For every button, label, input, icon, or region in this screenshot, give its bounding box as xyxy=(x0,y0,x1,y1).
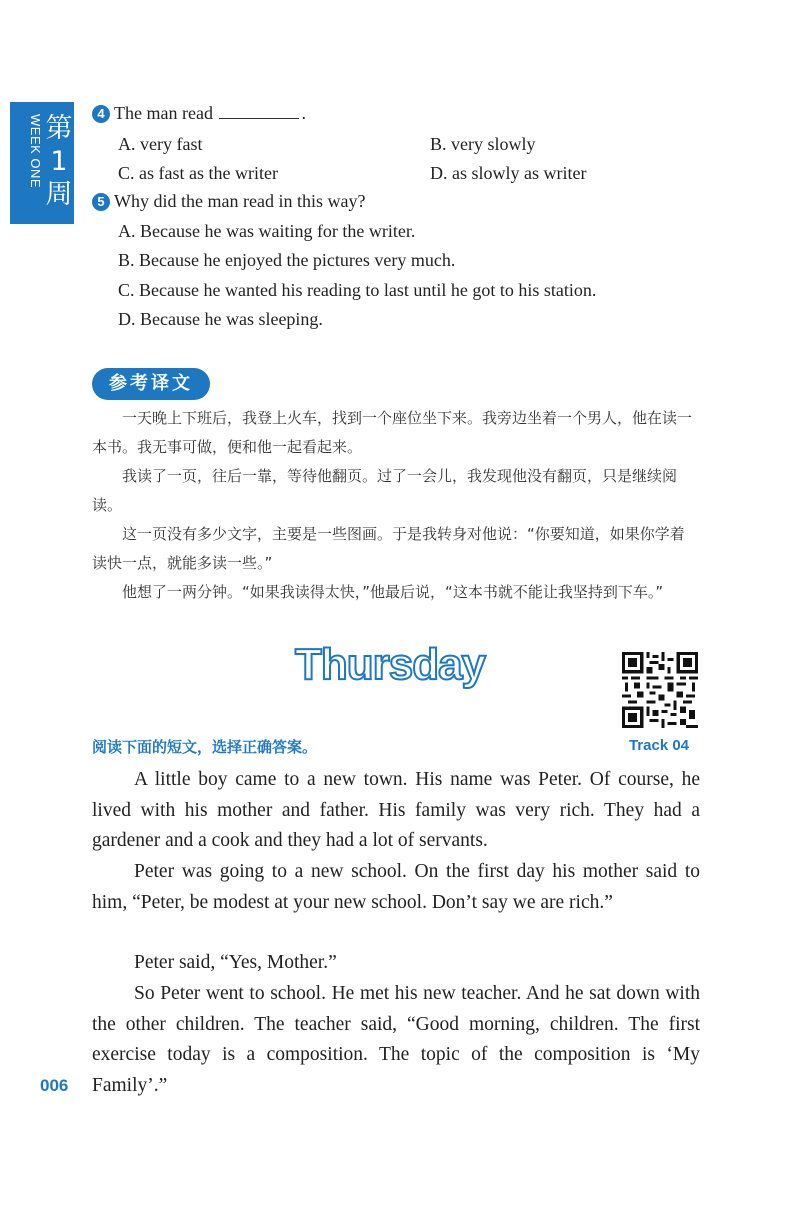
week-tab-english: WEEK ONE xyxy=(28,114,43,189)
instruction-text: 阅读下面的短文，选择正确答案。 xyxy=(92,738,318,756)
week-tab-chinese: 第1周 xyxy=(45,113,73,210)
question-5 xyxy=(92,190,365,212)
translation-paragraph: 他想了一两分钟。“如果我读得太快，”他最后说，“这本书就不能让我坚持到下车。” xyxy=(122,583,664,601)
question-4 xyxy=(92,102,306,124)
week-tab xyxy=(10,102,74,224)
translation-paragraph: 我读了一页，往后一靠，等待他翻页。过了一会儿，我发现他没有翻页，只是继续阅读。 xyxy=(92,467,678,514)
translation-paragraph: 这一页没有多少文字，主要是一些图画。于是我转身对他说：“你要知道，如果你学着读快一点，就能多读一些。” xyxy=(92,525,685,572)
option-4d: D. as slowly as writer xyxy=(430,163,587,183)
option-4b: B. very slowly xyxy=(430,134,536,154)
page-number: 006 xyxy=(40,1076,69,1095)
translation-paragraph: 一天晚上下班后，我登上火车，找到一个座位坐下来。我旁边坐着一个男人，他在读一本书。我无事可做，便和他一起看起来。 xyxy=(92,409,693,456)
track-label: Track 04 xyxy=(628,737,690,754)
question-text-before: The man read xyxy=(114,103,213,123)
option-4a: A. very fast xyxy=(118,134,203,154)
passage-paragraph: So Peter went to school. He met his new teacher. And he sat down with the other children. The teacher said, “Good morning, children. The first exercise today is a composition. The topic of the composition is ‘My Family’.” xyxy=(92,983,700,1096)
passage-paragraph: A little boy came to a new town. His name was Peter. Of course, he lived with his mother and father. His family was very rich. They had a gardener and a cook and they had a lot of servants. xyxy=(92,769,700,851)
question-text: Why did the man read in this way? xyxy=(114,191,366,211)
question-number-badge: 5 xyxy=(92,193,110,211)
option-5a: A. Because he was waiting for the writer. xyxy=(118,221,416,241)
option-5d: D. Because he was sleeping. xyxy=(118,309,323,329)
qr-code-icon[interactable] xyxy=(622,652,698,728)
day-title: Thursday xyxy=(294,640,486,689)
passage-paragraph: Peter said, “Yes, Mother.” xyxy=(134,952,337,973)
question-text-after: . xyxy=(301,103,306,123)
passage-paragraph: Peter was going to a new school. On the first day his mother said to him, “Peter, be modest at your new school. Don’t say we are rich.” xyxy=(92,861,700,913)
option-5c: C. Because he wanted his reading to last until he got to his station. xyxy=(118,280,597,300)
badge-label: 参考译文 xyxy=(109,373,193,394)
option-4c: C. as fast as the writer xyxy=(118,163,278,183)
reference-translation-badge xyxy=(92,368,210,400)
option-5b: B. Because he enjoyed the pictures very much. xyxy=(118,250,456,270)
answer-blank xyxy=(219,104,299,119)
question-number-badge: 4 xyxy=(92,105,110,123)
